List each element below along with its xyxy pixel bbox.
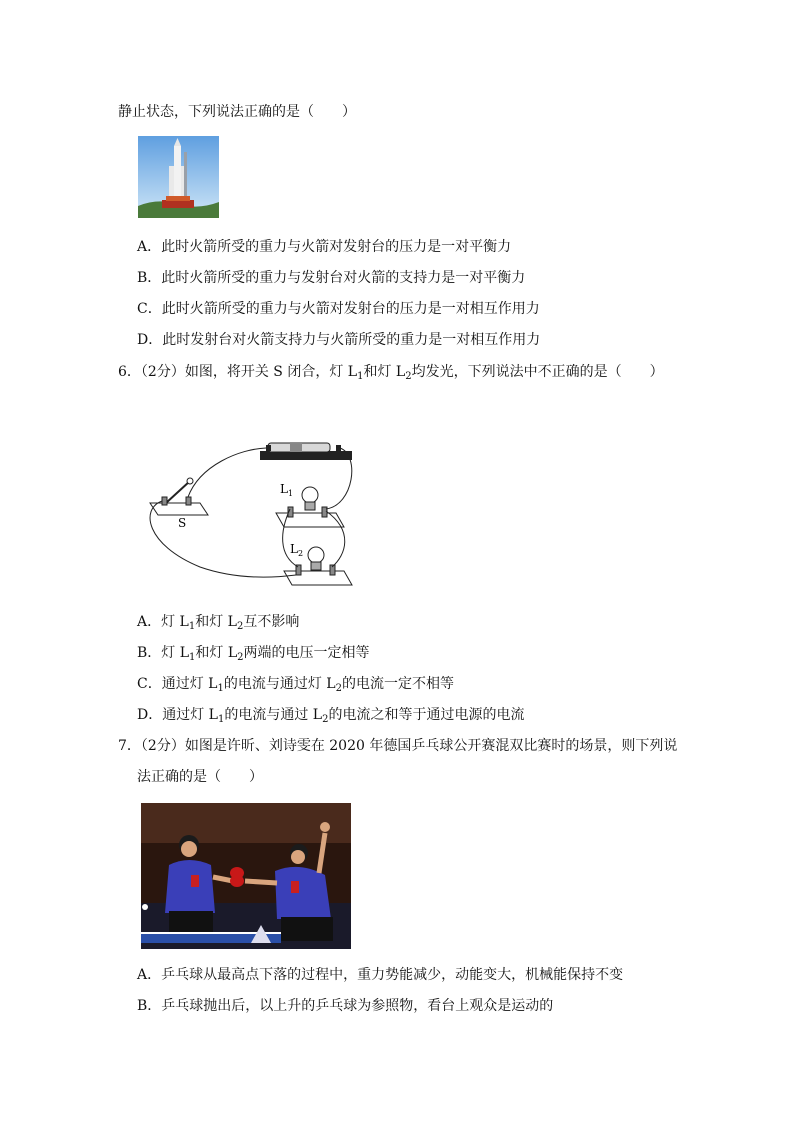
lamp1-label: $L_1$ xyxy=(280,482,294,498)
q5-option-d: D．此时发射台对火箭支持力与火箭所受的重力是一对相互作用力 xyxy=(137,332,541,348)
lamp2-label: $L_2$ xyxy=(290,542,304,558)
table-tennis-photo xyxy=(141,803,351,949)
q5-option-b: B．此时火箭所受的重力与发射台对火箭的支持力是一对平衡力 xyxy=(137,270,526,286)
q7-stem-line2: 法正确的是（ ） xyxy=(137,769,263,785)
q5-stem-tail: 静止状态，下列说法正确的是（ ） xyxy=(118,104,356,120)
q7-stem-line1: 7．（2分）如图是许昕、刘诗雯在 2020 年德国乒乓球公开赛混双比赛时的场景，则下列说 xyxy=(118,738,678,754)
q6-option-b: B．灯 $L_1$和灯 $L_2$两端的电压一定相等 xyxy=(137,645,370,663)
q6-stem: 6．（2分）如图，将开关 S 闭合，灯 $L_1$和灯 $L_2$均发光，下列说法中不正确的是（ ） xyxy=(118,364,664,382)
q5-option-c: C．此时火箭所受的重力与火箭对发射台的压力是一对相互作用力 xyxy=(137,301,540,317)
q6-option-a: A．灯 $L_1$和灯 $L_2$互不影响 xyxy=(137,614,300,632)
switch-label: S xyxy=(178,516,187,530)
q5-option-a: A．此时火箭所受的重力与火箭对发射台的压力是一对平衡力 xyxy=(137,239,512,255)
q6-option-d: D．通过灯 $L_1$的电流与通过 $L_2$的电流之和等于通过电源的电流 xyxy=(137,707,525,725)
q6-option-c: C．通过灯 $L_1$的电流与通过灯 $L_2$的电流一定不相等 xyxy=(137,676,454,694)
q7-option-b: B．乒乓球抛出后，以上升的乒乓球为参照物，看台上观众是运动的 xyxy=(137,998,554,1014)
rocket-photo xyxy=(138,136,219,218)
q7-option-a: A．乒乓球从最高点下落的过程中，重力势能减少，动能变大，机械能保持不变 xyxy=(137,967,624,983)
circuit-diagram xyxy=(140,435,360,597)
